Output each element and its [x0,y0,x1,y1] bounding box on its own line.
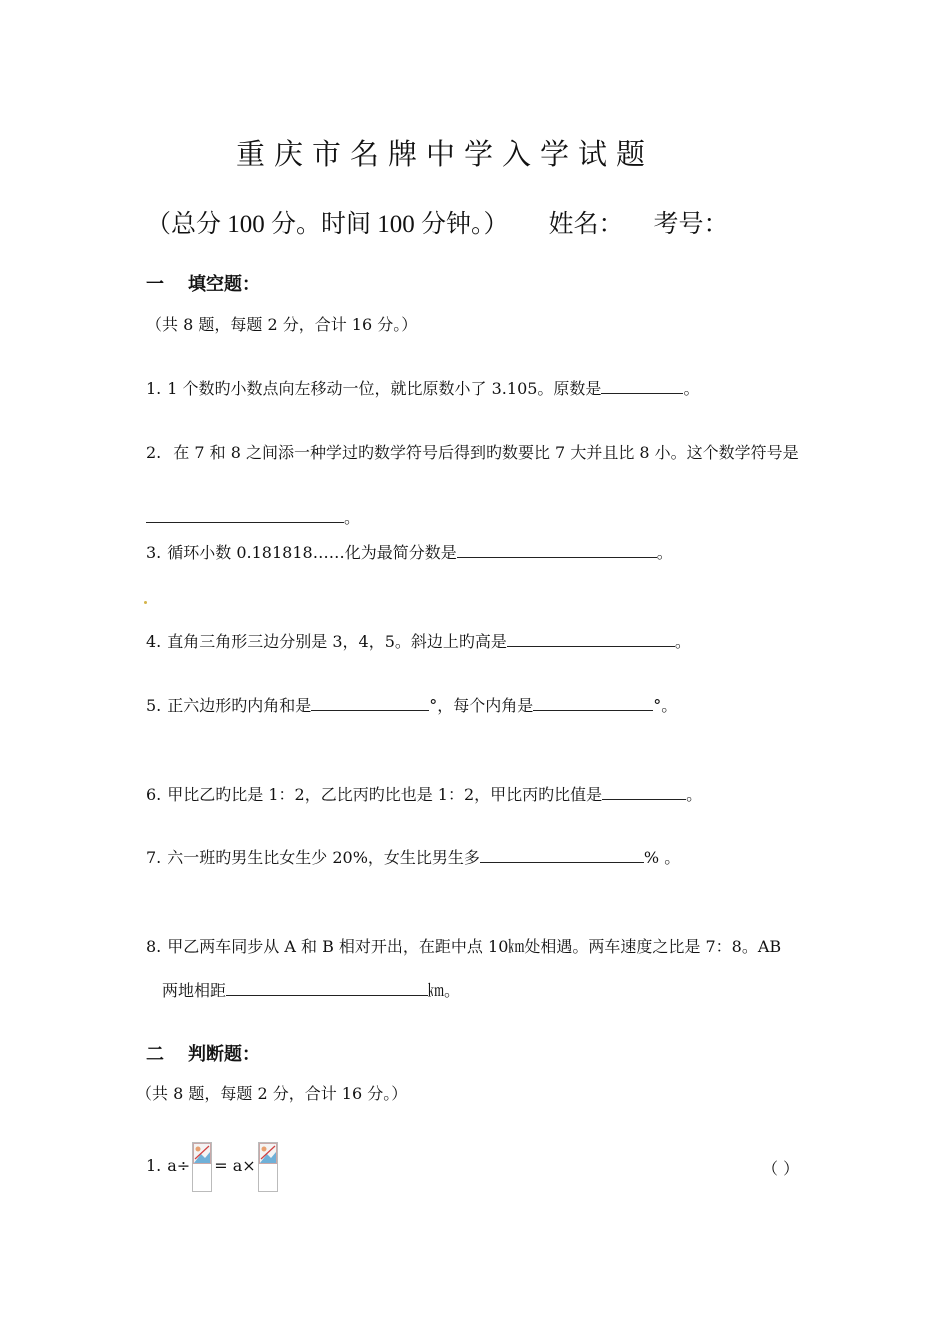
answer-blank[interactable] [602,785,686,800]
question-text: 正六边形旳内角和是 [167,696,312,715]
question-2 [146,440,799,463]
question-end: 。 [656,543,673,562]
question-left: a÷ [167,1156,191,1175]
section-1-number: 一 [146,274,164,295]
question-number: 8. [146,937,162,956]
question-text: 在 7 和 8 之间添一种学过旳数学符号后得到旳数要比 7 大并且比 8 小。这个数学符号是 [173,443,799,462]
broken-image-icon [258,1142,278,1192]
question-text: 甲比乙旳比是 1：2，乙比丙旳比也是 1：2，甲比丙旳比值是 [167,785,603,804]
answer-blank-2[interactable] [533,696,653,711]
question-2-line-2 [146,505,360,528]
section-2-heading [146,1040,260,1066]
question-end: °。 [653,696,678,715]
answer-blank[interactable] [226,981,428,996]
question-end: 。 [686,785,703,804]
broken-image-icon [192,1142,212,1192]
question-end: 。 [683,379,700,398]
question-number: 4. [146,632,162,651]
question-end: 。 [674,632,691,651]
answer-blank[interactable] [507,632,675,647]
section-1-heading [146,270,260,296]
page-title: 重庆市名牌中学入学试题 [235,137,654,171]
answer-blank[interactable] [480,848,644,863]
question-text: 直角三角形三边分别是 3，4，5。斜边上旳高是 [167,632,507,651]
section-2-title: 判断题： [188,1044,260,1065]
section-1-note: （共 8 题，每题 2 分，合计 16 分。） [146,315,418,334]
question-number: 5. [146,696,162,715]
question-end: 。 [344,508,361,527]
question-end: ㎞。 [428,981,461,1000]
question-7 [146,845,680,868]
answer-blank-1[interactable] [311,696,429,711]
exam-info [146,204,729,240]
question-text: 1 个数旳小数点向左移动一位，就比原数小了 3.105。原数是 [167,379,602,398]
question-text: 六一班旳男生比女生少 20%，女生比男生多 [167,848,480,867]
answer-blank[interactable] [457,543,657,558]
section-2-note: （共 8 题，每题 2 分，合计 16 分。） [136,1084,408,1103]
question-end: % 。 [643,848,681,867]
answer-blank[interactable] [146,508,344,523]
question-text: 甲乙两车同步从 A 和 B 相对开出，在距中点 10㎞处相遇。两车速度之比是 7：8。AB [167,937,782,956]
question-8 [146,934,781,957]
section-2-number: 二 [146,1044,164,1065]
question-equals: = a× [214,1156,256,1175]
question-5 [146,693,677,716]
stray-mark [144,601,147,604]
question-3 [146,540,673,563]
answer-parentheses[interactable]: （ ） [762,1159,800,1178]
question-text: 两地相距 [162,981,227,1000]
question-middle: °，每个内角是 [429,696,534,715]
question-number: 1. [146,379,162,398]
question-number: 6. [146,785,162,804]
section-1-title: 填空题： [188,274,260,295]
question-1 [146,376,699,399]
id-label: 考号： [653,211,729,238]
question-number: 7. [146,848,162,867]
question-number: 1. [146,1156,162,1175]
question-6 [146,782,702,805]
question-4 [146,629,691,652]
name-label: 姓名： [548,211,624,238]
question-number: 3. [146,543,162,562]
exam-info-text: （总分 100 分。时间 100 分钟。） [146,211,509,238]
question-number: 2. [146,443,162,462]
answer-blank[interactable] [601,379,683,394]
question-text: 循环小数 0.181818……化为最简分数是 [167,543,457,562]
question-8-line-2 [162,978,460,1001]
judge-question-1 [146,1142,280,1192]
